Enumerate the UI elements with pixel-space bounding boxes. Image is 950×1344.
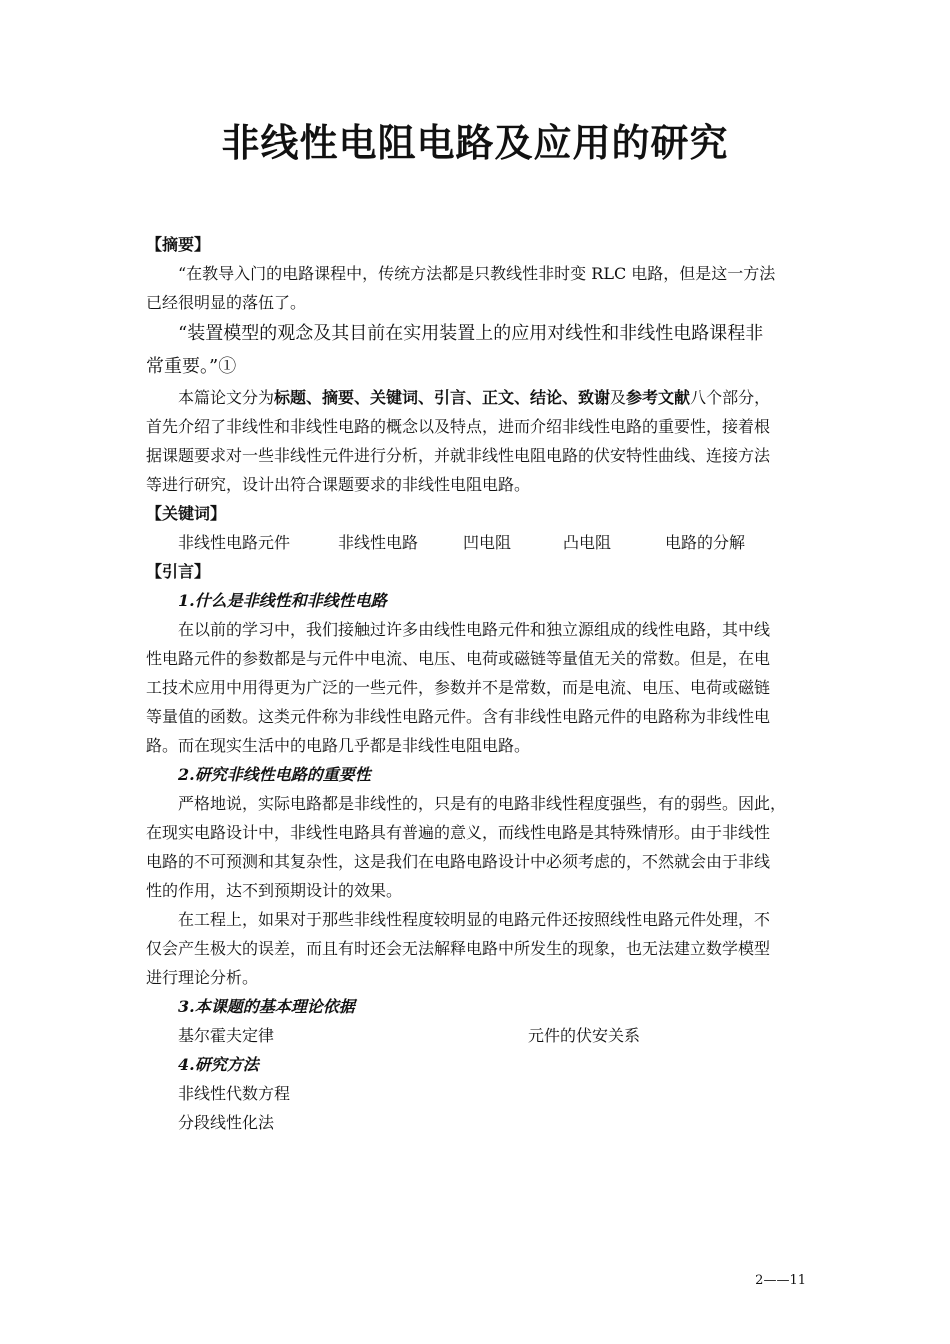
keyword-item: 凹电阻 xyxy=(463,533,512,552)
intro-heading: 【引言】 xyxy=(146,562,211,581)
structure-mid: 及 xyxy=(610,388,627,407)
abstract-structure-line1 xyxy=(146,383,810,412)
abstract-body-line4: 等进行研究，设计出符合课题要求的非线性电阻电路。 xyxy=(146,475,531,494)
abstract-body-line3: 据课题要求对一些非线性元件进行分析，并就非线性电阻电路的伏安特性曲线、连接方法 xyxy=(146,446,771,465)
keywords-heading: 【关键词】 xyxy=(146,504,227,523)
section1-title: 1.什么是非线性和非线性电路 xyxy=(178,591,387,610)
section1-line3: 工技术应用中用得更为广泛的一些元件，参数并不是常数，而是电流、电压、电荷或磁链 xyxy=(146,678,771,697)
abstract-quote1-line2: 已经很明显的落伍了。 xyxy=(146,293,307,312)
abstract-quote1-line1: “在教导入门的电路课程中，传统方法都是只教线性非时变 RLC 电路，但是这一方法 xyxy=(178,264,776,283)
method-item: 非线性代数方程 xyxy=(178,1084,291,1103)
keyword-item: 电路的分解 xyxy=(665,533,746,552)
section2-p1-line3: 电路的不可预测和其复杂性，这是我们在电路电路设计中必须考虑的，不然就会由于非线 xyxy=(146,852,771,871)
section2-p2-line3: 进行理论分析。 xyxy=(146,968,259,987)
page-number: 2——11 xyxy=(755,1273,806,1288)
section1-line5: 路。而在现实生活中的电路几乎都是非线性电阻电路。 xyxy=(146,736,531,755)
structure-pre: 本篇论文分为 xyxy=(178,388,275,407)
section1-line2: 性电路元件的参数都是与元件中电流、电压、电荷或磁链等量值无关的常数。但是，在电 xyxy=(146,649,771,668)
keyword-item: 凸电阻 xyxy=(563,533,612,552)
section1-line4: 等量值的函数。这类元件称为非线性电路元件。含有非线性电路元件的电路称为非线性电 xyxy=(146,707,771,726)
abstract-quote2-line2: 常重要。”① xyxy=(146,356,237,377)
structure-post: 八个部分， xyxy=(690,388,771,407)
section2-title: 2.研究非线性电路的重要性 xyxy=(178,765,371,784)
keyword-item: 非线性电路元件 xyxy=(178,533,291,552)
abstract-body-line2: 首先介绍了非线性和非线性电路的概念以及特点，进而介绍非线性电路的重要性，接着根 xyxy=(146,417,771,436)
section2-p1-line2: 在现实电路设计中，非线性电路具有普遍的意义，而线性电路是其特殊情形。由于非线性 xyxy=(146,823,771,842)
section1-line1: 在以前的学习中，我们接触过许多由线性电路元件和独立源组成的线性电路，其中线 xyxy=(178,620,771,639)
section3-items xyxy=(146,1021,810,1050)
document-body xyxy=(146,230,810,1137)
document-title: 非线性电阻电路及应用的研究 xyxy=(221,121,729,165)
structure-sections: 标题、摘要、关键词、引言、正文、结论、致谢 xyxy=(274,388,611,407)
section2-p1-line4: 性的作用，达不到预期设计的效果。 xyxy=(146,881,403,900)
structure-references: 参考文献 xyxy=(626,388,691,407)
section2-p1-line1: 严格地说，实际电路都是非线性的，只是有的电路非线性程度强些，有的弱些。因此， xyxy=(178,794,787,813)
keywords-list xyxy=(146,528,810,557)
theory-item: 基尔霍夫定律 xyxy=(178,1026,275,1045)
section2-p2-line1: 在工程上，如果对于那些非线性程度较明显的电路元件还按照线性电路元件处理，不 xyxy=(178,910,771,929)
method-item: 分段线性化法 xyxy=(178,1113,275,1132)
theory-item: 元件的伏安关系 xyxy=(528,1026,641,1045)
keyword-item: 非线性电路 xyxy=(338,533,419,552)
abstract-heading: 【摘要】 xyxy=(146,235,211,254)
section4-title: 4.研究方法 xyxy=(178,1055,259,1074)
section2-p2-line2: 仅会产生极大的误差，而且有时还会无法解释电路中所发生的现象，也无法建立数学模型 xyxy=(146,939,771,958)
abstract-quote2-line1: “装置模型的观念及其目前在实用装置上的应用对线性和非线性电路课程非 xyxy=(178,323,764,344)
section3-title: 3.本课题的基本理论依据 xyxy=(178,997,355,1016)
